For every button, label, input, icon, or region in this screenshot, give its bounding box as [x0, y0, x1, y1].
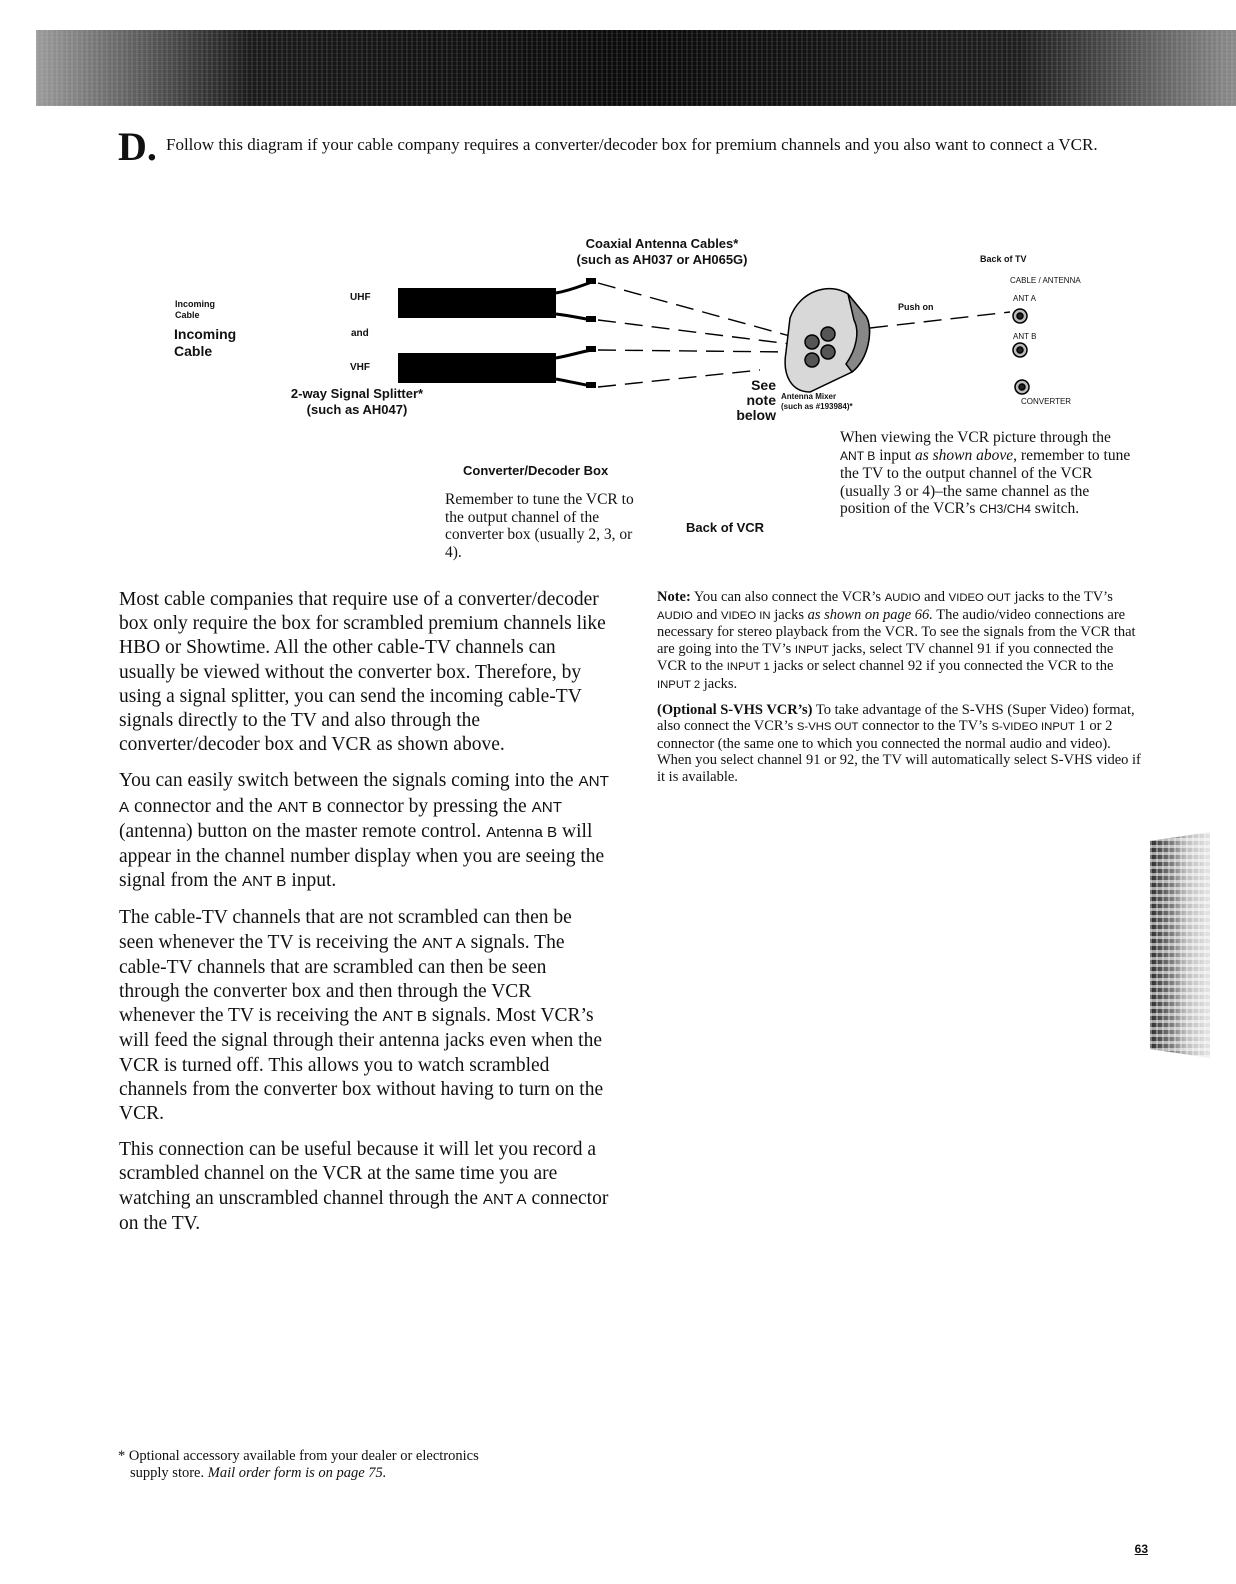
body-paragraph-4: This connection can be useful because it will let you record a scrambled channel on the VCR at the same time you are watching an unscrambled channel through the ANT A connector on the TV. [119, 1139, 609, 1234]
label-converter-box: Converter/Decoder Box [463, 463, 609, 478]
svhs-paragraph: (Optional S-VHS VCR’s) To take advantage of the S-VHS (Super Video) format, also connect the VCR’s S-VHS OUT connector to the TV’s S-VIDEO INPUT 1 or 2 connector (the same one to which you connected the normal audio and video). When you select channel 91 or 92, the TV will automatically select S-VHS video if it is available. [657, 701, 1141, 785]
section-edge-tab [1150, 832, 1210, 1058]
tv-jack-ant-b [1013, 343, 1027, 357]
splitter-cable-upper [398, 288, 556, 318]
label-antenna-mixer: Antenna Mixer (such as #193984)* [781, 392, 853, 411]
label-uhf: UHF [350, 292, 371, 303]
label-vhf: VHF [350, 362, 370, 373]
label-back-of-tv: Back of TV [980, 254, 1027, 264]
page-number: 63 [1134, 1542, 1148, 1556]
body-paragraph-3: The cable-TV channels that are not scrambled can then be seen whenever the TV is receiving the ANT A signals. The cable-TV channels that are scrambled can then be seen through the converter box and then through the VCR whenever the TV is receiving the ANT B signals. Most VCR’s will feed the signal through their antenna jacks even when the VCR is turned off. This allows you to watch scrambled channels from the converter box without having to turn on the VCR. [119, 907, 604, 1125]
label-see-note: See note below [736, 377, 776, 423]
connector-tips [586, 278, 596, 388]
label-push-on: Push on [898, 302, 934, 312]
label-splitter: 2-way Signal Splitter* (such as AH047) [290, 386, 424, 417]
label-back-of-vcr: Back of VCR [686, 520, 765, 535]
tv-jack-ant-a [1013, 309, 1027, 323]
label-ant-b: ANT B [1013, 332, 1037, 341]
converter-box-note: Remember to tune the VCR to the output channel of the converter box (usually 2, 3, or 4). [445, 491, 634, 561]
label-and: and [351, 328, 369, 339]
body-paragraph-1: Most cable companies that require use of a converter/decoder box only require the box for scrambled premium channels like HBO or Showtime. All the other cable-TV channels can usually be viewed without the converter box. Therefore, by using a signal splitter, you can send the incoming cable-TV signals directly to the TV and also through the converter/decoder box and VCR as shown above. [119, 589, 606, 756]
splitter-cable-lower [398, 353, 556, 383]
antenna-mixer-shape [785, 289, 869, 392]
body-paragraph-2: You can easily switch between the signals coming into the ANT A connector and the ANT B connector by pressing the ANT (antenna) button on the master remote control. Antenna B will appear in the channel number display when you are seeing the signal from the ANT B input. [119, 770, 609, 892]
section-intro: Follow this diagram if your cable company requires a converter/decoder box for premium channels and you also want to connect a VCR. [166, 135, 1098, 154]
section-letter: D. [118, 124, 157, 169]
note-paragraph: Note: You can also connect the VCR’s AUDIO and VIDEO OUT jacks to the TV’s AUDIO and VIDEO IN jacks as shown on page 66. The audio/video connections are necessary for stereo playback from the VCR. To see the signals from the VCR that are going into the TV’s INPUT jacks, select TV channel 91 if you connected the VCR to the INPUT 1 jacks or select channel 92 if you connected the VCR to the INPUT 2 jacks. [657, 589, 1136, 692]
label-incoming-small: Incoming Cable [175, 299, 215, 320]
tv-jack-converter [1015, 380, 1029, 394]
label-cable-antenna: CABLE / ANTENNA [1010, 276, 1081, 285]
left-column [119, 588, 611, 1248]
vcr-viewing-note: When viewing the VCR picture through the ANT B input as shown above, remember to tune the TV to the output channel of the VCR (usually 3 or 4)–the same channel as the position of the VCR’s CH3/CH4 switch. [840, 429, 1131, 517]
label-ant-a: ANT A [1013, 294, 1036, 303]
right-column [657, 589, 1143, 794]
label-coax-cables: Coaxial Antenna Cables* (such as AH037 or AH065G) [576, 236, 748, 267]
splitter-connectors [556, 282, 592, 386]
footnote: * Optional accessory available from your dealer or electronics supply store. Mail order form is on page 75. [118, 1448, 479, 1481]
label-incoming-cable: Incoming Cable [174, 326, 237, 359]
label-converter-jack: CONVERTER [1021, 397, 1072, 406]
